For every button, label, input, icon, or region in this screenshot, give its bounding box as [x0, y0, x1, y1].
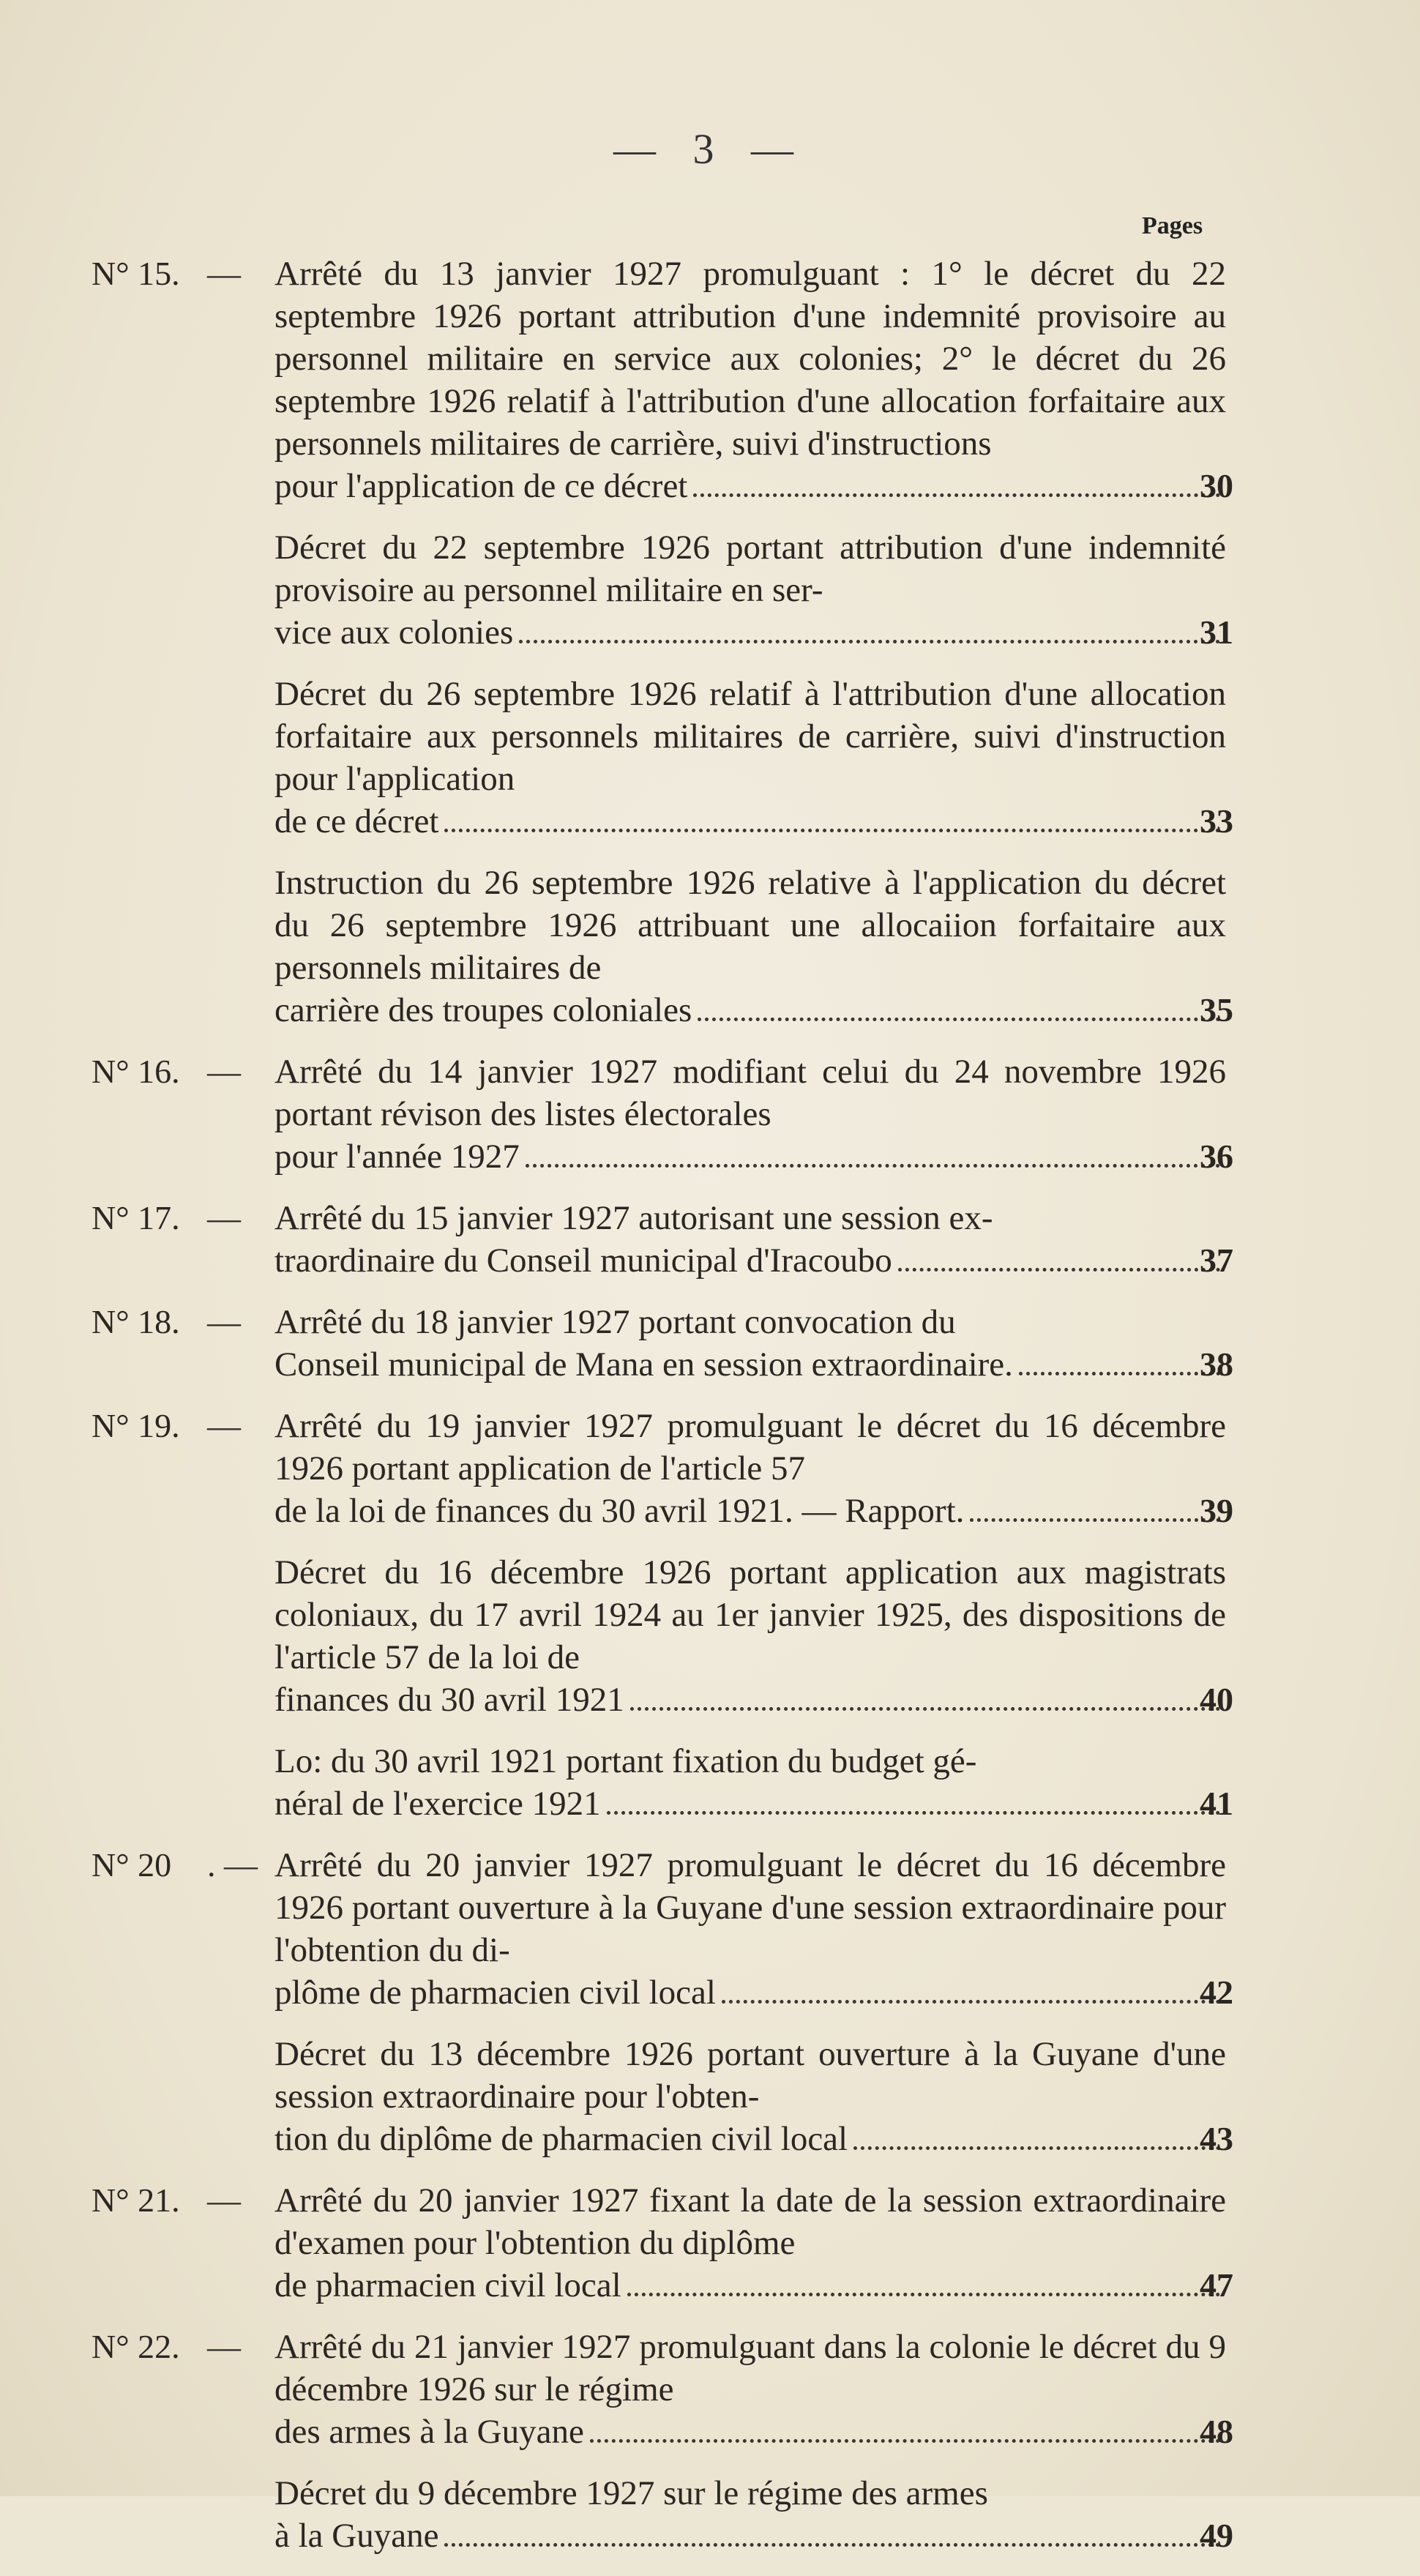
entry-last-text: finances du 30 avril 1921 [274, 1681, 624, 1719]
entry-last-line [274, 2118, 1226, 2160]
entry-last-line [274, 611, 1226, 654]
entry-text: Instruction du 26 septembre 1926 relative à l'application du décret du 26 septembre 1926 attribuant une allocaiion forfaitaire aux personnels militaires de [274, 864, 1226, 987]
entry-dash: — [207, 1053, 241, 1090]
dot-leader [898, 1268, 1220, 1272]
entry-last-line [274, 1679, 1226, 1721]
toc-entry [91, 862, 1233, 1031]
page-reference: 41 [1200, 1785, 1233, 1822]
page-reference: 48 [1200, 2413, 1233, 2450]
entry-text: Décret du 26 septembre 1926 relatif à l'attribution d'une allocation forfaitaire aux personnels militaires de carrière, suivi d'instruction pour l'application [274, 675, 1226, 798]
entry-number: N° 15. [91, 255, 180, 292]
entry-last-line [274, 1135, 1226, 1178]
toc-entry [91, 253, 1233, 507]
entry-dash: — [207, 2328, 241, 2365]
toc-entry [91, 1405, 1233, 1532]
entry-last-text: à la Guyane [274, 2517, 439, 2555]
page-reference: 33 [1200, 802, 1233, 840]
toc-entry [91, 2179, 1233, 2307]
entry-text: Décret du 16 décembre 1926 portant application aux magistrats coloniaux, du 17 avril 1924 au 1er janvier 1925, des dispositions de l'article 57 de la loi de [274, 1553, 1226, 1676]
entry-last-line [274, 465, 1226, 507]
entry-text: Arrêté du 18 janvier 1927 portant convocation du [274, 1303, 956, 1341]
entry-number: N° 16. [91, 1053, 180, 1090]
entry-dash: — [207, 255, 241, 292]
entry-text: Arrêté du 20 janvier 1927 fixant la date de la session extraordinaire d'examen pour l'obtention du diplôme [274, 2181, 1226, 2262]
page-reference: 31 [1200, 613, 1233, 651]
entry-number: N° 21. [91, 2181, 180, 2219]
page-reference: 49 [1200, 2517, 1233, 2554]
table-of-contents [91, 253, 1233, 2576]
entry-text: Décret du 13 décembre 1926 portant ouverture à la Guyane d'une session extraordinaire pour l'obten- [274, 2035, 1226, 2116]
page-reference: 35 [1200, 991, 1233, 1028]
entry-text: Arrêté du 15 janvier 1927 autorisant une session ex- [274, 1199, 993, 1237]
dot-leader [590, 2439, 1220, 2443]
entry-text: Lo: du 30 avril 1921 portant fixation du budget gé- [274, 1742, 977, 1780]
toc-entry [91, 2033, 1233, 2160]
entry-last-text: de ce décret [274, 802, 439, 840]
toc-entry [91, 1551, 1233, 1721]
entry-last-line [274, 800, 1226, 843]
entry-text: Arrêté du 20 janvier 1927 promulguant le décret du 16 décembre 1926 portant ouverture à la Guyane d'une session extraordinaire pour l'obtention du di- [274, 1846, 1226, 1969]
dot-leader [693, 493, 1220, 497]
entry-last-line [274, 1490, 1226, 1532]
dot-leader [698, 1018, 1220, 1021]
toc-entry [91, 1740, 1233, 1825]
dot-leader [526, 1164, 1220, 1168]
toc-entry [91, 526, 1233, 654]
entry-text: Décret du 9 décembre 1927 sur le régime des armes [274, 2474, 988, 2512]
dot-leader [444, 2543, 1220, 2547]
dot-leader [627, 2293, 1220, 2296]
entry-dash: — [207, 2181, 241, 2219]
entry-dash: — [207, 1407, 241, 1444]
page-reference: 36 [1200, 1138, 1233, 1175]
entry-last-text: de pharmacien civil local [274, 2266, 621, 2304]
page-reference: 43 [1200, 2120, 1233, 2157]
page-reference: 37 [1200, 1242, 1233, 1279]
dot-leader [444, 829, 1220, 832]
page-reference: 30 [1200, 467, 1233, 504]
entry-last-line [274, 2264, 1226, 2307]
entry-number: N° 22. [91, 2328, 180, 2365]
entry-last-text: traordinaire du Conseil municipal d'Iracoubo [274, 1242, 892, 1280]
entry-last-text: des armes à la Guyane [274, 2413, 584, 2451]
entry-last-text: Conseil municipal de Mana en session extraordinaire. [274, 1345, 1013, 1384]
entry-last-line [274, 1782, 1226, 1825]
entry-last-line [274, 1971, 1226, 2014]
entry-last-line [274, 1239, 1226, 1282]
toc-entry [91, 1844, 1233, 2014]
dot-leader [722, 2000, 1220, 2004]
toc-entry [91, 1050, 1233, 1178]
entry-last-text: pour l'année 1927 [274, 1138, 520, 1176]
entry-text: Décret du 22 septembre 1926 portant attribution d'une indemnité provisoire au personnel militaire en ser- [274, 529, 1226, 609]
entry-last-text: de la loi de finances du 30 avril 1921. — Rapport. [274, 1492, 965, 1530]
entry-last-text: vice aux colonies [274, 613, 514, 652]
entry-number: N° 19. [91, 1407, 180, 1444]
entry-last-line [274, 1343, 1226, 1386]
entry-text: Arrêté du 13 janvier 1927 promulguant : 1° le décret du 22 septembre 1926 portant attribution d'une indemnité provisoire au personnel militaire en service aux colonies; 2° le décret du 26 septembre 1926 relatif à l'attribution d'une allocation forfaitaire aux personnels militaires de carrière, suivi d'instructions [274, 255, 1226, 463]
entry-number: N° 18. [91, 1303, 180, 1340]
dot-leader [607, 1811, 1220, 1815]
entry-last-text: carrière des troupes coloniales [274, 991, 692, 1029]
entry-number: N° 20 [91, 1846, 172, 1884]
entry-last-line [274, 989, 1226, 1031]
toc-entry [91, 1197, 1233, 1282]
entry-last-text: néral de l'exercice 1921 [274, 1785, 601, 1823]
dot-leader [519, 640, 1220, 643]
toc-entry [91, 2326, 1233, 2453]
toc-entry [91, 2472, 1233, 2557]
entry-dash: . — [207, 1846, 258, 1884]
page-reference: 40 [1200, 1681, 1233, 1718]
page-reference: 39 [1200, 1492, 1233, 1529]
entry-text: Arrêté du 21 janvier 1927 promulguant dans la colonie le décret du 9 décembre 1926 sur le régime [274, 2328, 1226, 2408]
page-reference: 38 [1200, 1345, 1233, 1383]
entry-dash: — [207, 1303, 241, 1340]
entry-last-text: tion du diplôme de pharmacien civil local [274, 2120, 848, 2158]
dot-leader [630, 1707, 1220, 1711]
pages-column-label: Pages [1142, 212, 1203, 239]
entry-text: Arrêté du 14 janvier 1927 modifiant celui du 24 novembre 1926 portant révison des listes électorales [274, 1053, 1226, 1133]
entry-dash: — [207, 1199, 241, 1236]
dot-leader [853, 2146, 1220, 2150]
toc-entry [91, 1301, 1233, 1386]
entry-last-line [274, 2515, 1226, 2557]
entry-text: Arrêté du 19 janvier 1927 promulguant le décret du 16 décembre 1926 portant application de l'article 57 [274, 1407, 1226, 1487]
toc-entry [91, 673, 1233, 843]
page-reference: 47 [1200, 2266, 1233, 2304]
page-reference: 42 [1200, 1974, 1233, 2011]
page-number: — 3 — [613, 125, 807, 173]
entry-last-text: plôme de pharmacien civil local [274, 1974, 716, 2012]
entry-number: N° 17. [91, 1199, 180, 1236]
entry-last-text: pour l'application de ce décret [274, 467, 688, 505]
entry-last-line [274, 2411, 1226, 2453]
